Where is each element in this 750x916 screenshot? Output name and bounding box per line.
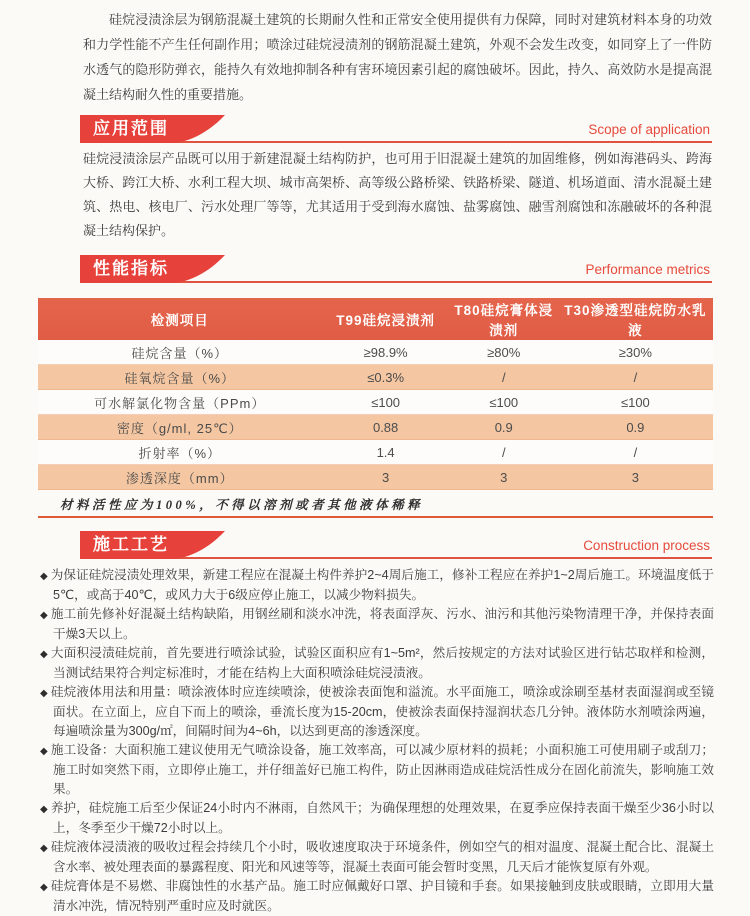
table-cell: ≤100 bbox=[322, 390, 450, 415]
table-cell: 硅烷含量（%） bbox=[38, 340, 322, 365]
scope-body: 硅烷浸渍涂层产品既可以用于新建混凝土结构防护，也可用于旧混凝土建筑的加固维修，例如海港码头、跨海大桥、跨江大桥、水利工程大坝、城市高架桥、高等级公路桥梁、铁路桥梁、隧道、机场道面、清水混凝土建筑、热电、核电厂、污水处理厂等等，尤其适用于受到海水腐蚀、盐雾腐蚀、融雪剂腐蚀和冻融破坏的各种混凝土结构保护。 bbox=[83, 151, 712, 238]
table-row bbox=[38, 440, 713, 465]
bullet-diamond-icon: ◆ bbox=[40, 610, 48, 621]
table-cell: 折射率（%） bbox=[38, 440, 322, 465]
section-header-scope bbox=[80, 115, 712, 143]
table-cell: ≤0.3% bbox=[322, 365, 450, 390]
section-title-en: Performance metrics bbox=[585, 262, 710, 277]
table-cell: / bbox=[558, 365, 713, 390]
table-cell: 3 bbox=[450, 465, 558, 490]
table-cell: 0.9 bbox=[450, 415, 558, 440]
table-note: 材料活性应为100%，不得以溶剂或者其他液体稀释 bbox=[60, 498, 424, 512]
table-cell: 密度（g/ml, 25℃） bbox=[38, 415, 322, 440]
table-cell: 可水解氯化物含量（PPm） bbox=[38, 390, 322, 415]
list-item bbox=[40, 838, 714, 877]
table-cell: 渗透深度（mm） bbox=[38, 465, 322, 490]
table-cell: 1.4 bbox=[322, 440, 450, 465]
metrics-table bbox=[38, 298, 713, 490]
table-row bbox=[38, 390, 713, 415]
bullet-text: 施工设备：大面积施工建议使用无气喷涂设备，施工效率高，可以减少原材料的损耗；小面积施工可使用刷子或刮刀；施工时如突然下雨，立即停止施工，并仔细盖好已施工构件，防止因淋雨造成硅烷活性成分在固化前流失，影响施工效果。 bbox=[50, 743, 714, 796]
ribbon-tail-icon bbox=[175, 531, 225, 559]
section-badge-scope bbox=[80, 115, 225, 143]
list-item bbox=[40, 683, 714, 741]
list-item bbox=[40, 644, 714, 683]
list-item bbox=[40, 799, 714, 838]
table-cell: 3 bbox=[322, 465, 450, 490]
bullet-diamond-icon: ◆ bbox=[40, 571, 48, 582]
table-row bbox=[38, 340, 713, 365]
bullet-text: 养护，硅烷施工后至少保证24小时内不淋雨，自然风干；为确保理想的处理效果，在夏季应保持表面干燥至少36小时以上，冬季至少干燥72小时以上。 bbox=[50, 801, 714, 835]
metrics-table-head bbox=[38, 298, 713, 340]
table-cell: ≤100 bbox=[558, 390, 713, 415]
section-title-cn: 应用范围 bbox=[80, 115, 175, 143]
list-item bbox=[40, 566, 714, 605]
table-row bbox=[38, 415, 713, 440]
table-cell: 3 bbox=[558, 465, 713, 490]
metrics-table-wrapper bbox=[38, 298, 713, 490]
table-row bbox=[38, 465, 713, 490]
table-cell: ≥30% bbox=[558, 340, 713, 365]
bullet-text: 为保证硅烷浸渍处理效果，新建工程应在混凝土构件养护2~4周后施工，修补工程应在养护1~2周后施工。环境温度低于5℃，或高于40℃，或风力大于6级应停止施工，以减少物料损失。 bbox=[50, 568, 714, 602]
table-cell: ≥98.9% bbox=[322, 340, 450, 365]
section-header-performance bbox=[80, 255, 712, 283]
table-cell: / bbox=[450, 440, 558, 465]
ribbon-tail-icon bbox=[175, 115, 225, 143]
table-header-cell: 检测项目 bbox=[38, 298, 322, 340]
bullet-text: 施工前先修补好混凝土结构缺陷，用钢丝刷和淡水冲洗，将表面浮灰、污水、油污和其他污染物清理干净，并保持表面干燥3天以上。 bbox=[50, 607, 714, 641]
list-item bbox=[40, 877, 714, 916]
bullet-text: 硅烷液体浸渍液的吸收过程会持续几个小时，吸收速度取决于环境条件，例如空气的相对温度、混凝土配合比、混凝土含水率、被处理表面的暴露程度、阳光和风速等等，混凝土表面可能会暂时变黑，几天后才能恢复原有外观。 bbox=[50, 840, 714, 874]
list-item bbox=[40, 741, 714, 799]
table-header-row bbox=[38, 298, 713, 340]
table-cell: 硅氧烷含量（%） bbox=[38, 365, 322, 390]
intro-paragraph: 硅烷浸渍涂层为钢筋混凝土建筑的长期耐久性和正常安全使用提供有力保障，同时对建筑材料本身的功效和力学性能不产生任何副作用；喷涂过硅烷浸渍剂的钢筋混凝土建筑，外观不会发生改变，如同穿上了一件防水透气的隐形防弹衣，能持久有效地抑制各种有害环境因素引起的腐蚀破坏。因此，持久、高效防水是提高混凝土结构耐久性的重要措施。 bbox=[83, 12, 712, 102]
bullet-diamond-icon: ◆ bbox=[40, 882, 48, 893]
table-cell: / bbox=[558, 440, 713, 465]
construction-list bbox=[40, 566, 714, 916]
note-divider bbox=[38, 516, 713, 518]
list-item bbox=[40, 605, 714, 644]
bullet-diamond-icon: ◆ bbox=[40, 804, 48, 815]
bullet-text: 硅烷液体用法和用量：喷涂液体时应连续喷涂，使被涂表面饱和溢流。水平面施工，喷涂或涂刷至基材表面湿润或至镜面状。在立面上，应自下而上的喷涂，垂流长度为15-20cm，使被涂表面保持湿润状态几分钟。液体防水剂喷涂两遍，每遍喷涂量为300g/㎡，间隔时间为4~6h，以达到更高的渗透深度。 bbox=[50, 685, 714, 738]
bullet-text: 大面积浸渍硅烷前，首先要进行喷涂试验，试验区面积应有1~5m²，然后按规定的方法对试验区进行钻芯取样和检测，当测试结果符合判定标准时，才能在结构上大面积喷涂硅烷浸渍液。 bbox=[50, 646, 714, 680]
section-badge-performance bbox=[80, 255, 225, 283]
table-header-cell: T99硅烷浸渍剂 bbox=[322, 298, 450, 340]
table-header-cell: T30渗透型硅烷防水乳液 bbox=[558, 298, 713, 340]
section-title-cn: 施工工艺 bbox=[80, 531, 175, 559]
table-cell: ≤100 bbox=[450, 390, 558, 415]
bullet-diamond-icon: ◆ bbox=[40, 649, 48, 660]
section-title-cn: 性能指标 bbox=[80, 255, 175, 283]
bullet-diamond-icon: ◆ bbox=[40, 746, 48, 757]
table-cell: 0.88 bbox=[322, 415, 450, 440]
table-cell: 0.9 bbox=[558, 415, 713, 440]
section-title-en: Scope of application bbox=[588, 122, 710, 137]
table-header-cell: T80硅烷膏体浸渍剂 bbox=[450, 298, 558, 340]
section-title-en: Construction process bbox=[583, 538, 710, 553]
ribbon-tail-icon bbox=[175, 255, 225, 283]
section-header-construction bbox=[80, 531, 712, 559]
bullet-text: 硅烷膏体是不易燃、非腐蚀性的水基产品。施工时应佩戴好口罩、护目镜和手套。如果接触到皮肤或眼睛，立即用大量清水冲洗，情况特别严重时应及时就医。 bbox=[50, 879, 714, 913]
table-row bbox=[38, 365, 713, 390]
bullet-diamond-icon: ◆ bbox=[40, 843, 48, 854]
table-cell: ≥80% bbox=[450, 340, 558, 365]
table-cell: / bbox=[450, 365, 558, 390]
bullet-diamond-icon: ◆ bbox=[40, 688, 48, 699]
section-badge-construction bbox=[80, 531, 225, 559]
metrics-table-body bbox=[38, 340, 713, 490]
